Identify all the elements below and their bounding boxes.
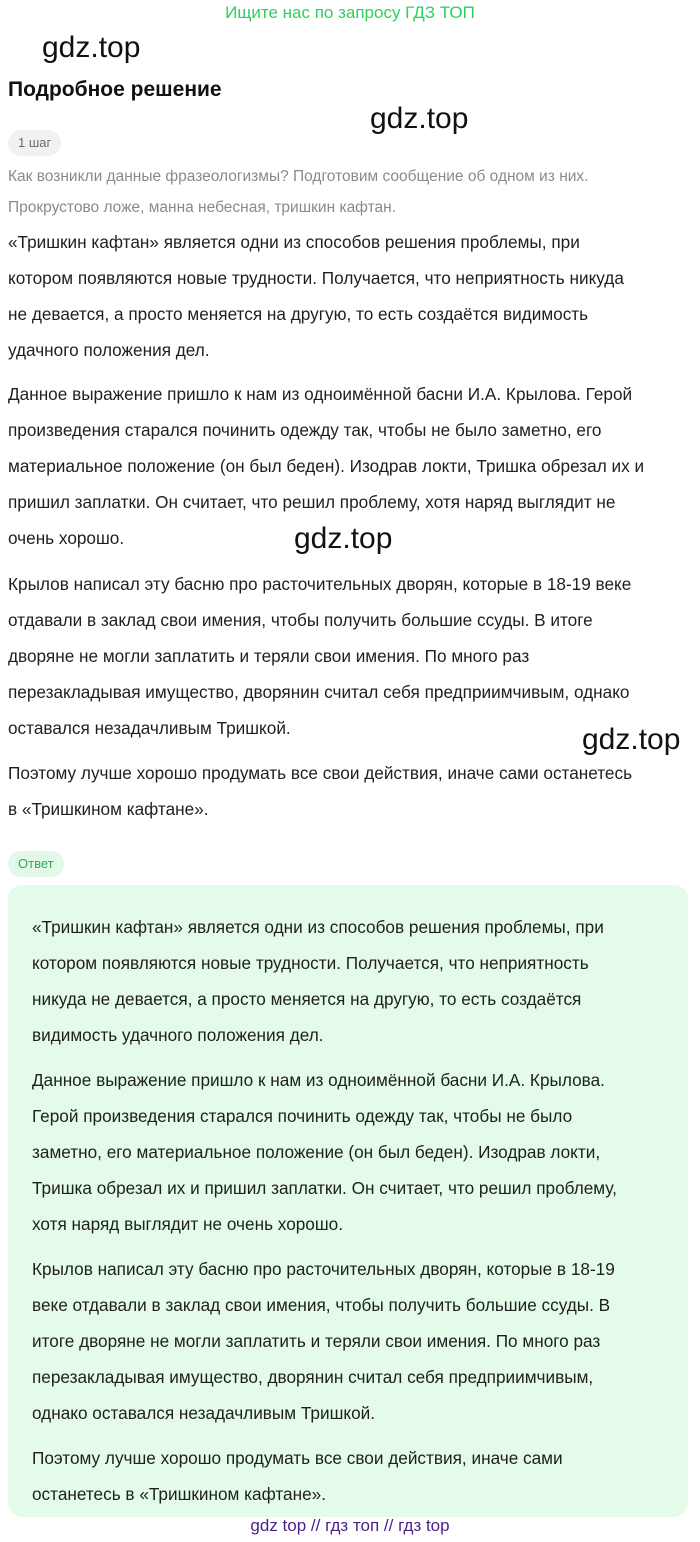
text-line: пришил заплатки. Он считает, что решил проблему, хотя наряд выглядит не [8, 492, 616, 512]
answer-badge: Ответ [8, 851, 64, 877]
answer-paragraph-4 [32, 1440, 672, 1512]
text-line: не девается, а просто меняется на другую, то есть создаётся видимость [8, 304, 589, 324]
text-line: Крылов написал эту басню про расточительных дворян, которые в 18-19 веке [8, 574, 632, 594]
text-line: очень хорошо. [8, 528, 125, 548]
answer-paragraph-3 [32, 1251, 672, 1431]
task-text [8, 161, 688, 223]
watermark-3: gdz.top [294, 522, 393, 555]
footer-links[interactable]: gdz top // гдз топ // гдз top [250, 1516, 450, 1535]
text-line: дворяне не могли заплатить и теряли свои имения. По много раз [8, 646, 530, 666]
task-line: Как возникли данные фразеологизмы? Подготовим сообщение об одном из них. [8, 168, 589, 185]
text-line: в «Тришкином кафтане». [8, 799, 209, 819]
text-line: итоге дворяне не могли заплатить и теряли свои имения. По много раз [32, 1331, 601, 1351]
text-line: Герой произведения старался починить одежду так, чтобы не было [32, 1106, 573, 1126]
text-line: Поэтому лучше хорошо продумать все свои действия, иначе сами останетесь [8, 763, 633, 783]
answer-paragraph-2 [32, 1062, 672, 1242]
text-line: удачного положения дел. [8, 340, 210, 360]
text-line: произведения старался починить одежду так, чтобы не было заметно, его [8, 420, 602, 440]
text-line: Тришка обрезал их и пришил заплатки. Он считает, что решил проблему, [32, 1178, 617, 1198]
text-line: Данное выражение пришло к нам из одноимённой басни И.А. Крылова. [32, 1070, 605, 1090]
text-line: Крылов написал эту басню про расточительных дворян, которые в 18-19 [32, 1259, 615, 1279]
text-line: останетесь в «Тришкином кафтане». [32, 1484, 326, 1504]
task-line: Прокрустово ложе, манна небесная, тришкин кафтан. [8, 199, 397, 216]
text-line: веке отдавали в заклад свои имения, чтобы получить большие ссуды. В [32, 1295, 611, 1315]
solution-paragraph-3 [8, 566, 692, 746]
text-line: «Тришкин кафтан» является одни из способов решения проблемы, при [8, 232, 580, 252]
watermark-2: gdz.top [370, 102, 469, 135]
text-line: хотя наряд выглядит не очень хорошо. [32, 1214, 343, 1234]
text-line: Поэтому лучше хорошо продумать все свои действия, иначе сами [32, 1448, 563, 1468]
text-line: Данное выражение пришло к нам из одноимённой басни И.А. Крылова. Герой [8, 384, 633, 404]
text-line: «Тришкин кафтан» является одни из способов решения проблемы, при [32, 917, 604, 937]
text-line: котором появляются новые трудности. Получается, что неприятность никуда [8, 268, 624, 288]
text-line: видимость удачного положения дел. [32, 1025, 324, 1045]
text-line: материальное положение (он был беден). Изодрав локти, Тришка обрезал их и [8, 456, 645, 476]
text-line: никуда не девается, а просто меняется на другую, то есть создаётся [32, 989, 582, 1009]
solution-paragraph-4 [8, 755, 692, 827]
solution-paragraph-2 [8, 376, 692, 556]
text-line: отдавали в заклад свои имения, чтобы получить большие ссуды. В итоге [8, 610, 593, 630]
watermark-4: gdz.top [582, 723, 681, 756]
step-badge: 1 шаг [8, 130, 61, 156]
text-line: перезакладывая имущество, дворянин считал себя предприимчивым, однако [8, 682, 630, 702]
text-line: котором появляются новые трудности. Получается, что неприятность [32, 953, 589, 973]
text-line: однако оставался незадачливым Тришкой. [32, 1403, 376, 1423]
top-banner: Ищите нас по запросу ГДЗ ТОП [225, 3, 475, 22]
solution-paragraph-1 [8, 224, 692, 368]
text-line: перезакладывая имущество, дворянин считал себя предприимчивым, [32, 1367, 594, 1387]
watermark-1: gdz.top [42, 31, 141, 64]
text-line: оставался незадачливым Тришкой. [8, 718, 291, 738]
answer-paragraph-1 [32, 909, 672, 1053]
page-title: Подробное решение [8, 78, 222, 101]
text-line: заметно, его материальное положение (он был беден). Изодрав локти, [32, 1142, 601, 1162]
